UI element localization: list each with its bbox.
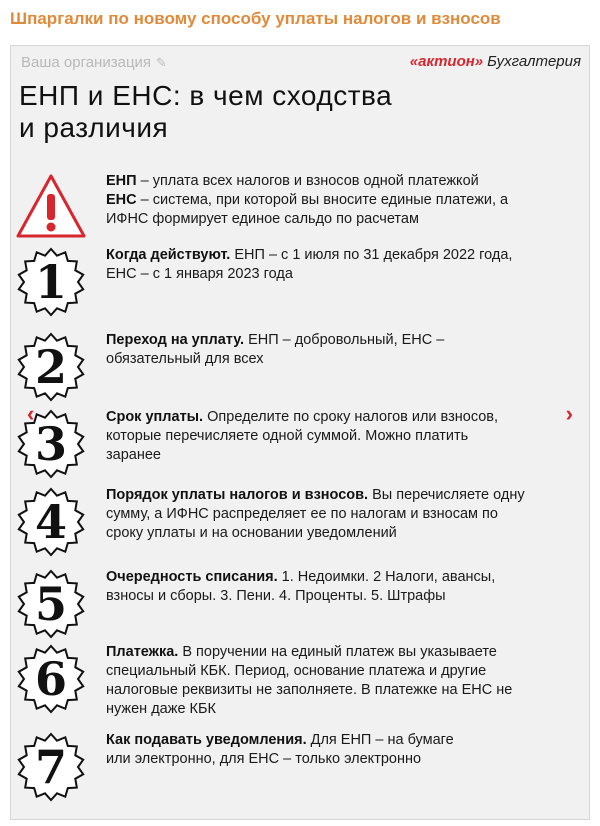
item-line: или электронно, для ЕНС – только электронно bbox=[106, 751, 422, 767]
item-title: Когда действуют. bbox=[106, 247, 231, 263]
item-title: Очередность списания. bbox=[106, 569, 278, 585]
item-line: 1. Недоимки. 2 Налоги, авансы, bbox=[277, 569, 496, 585]
item-line: ЕНП – с 1 июля по 31 декабря 2022 года, bbox=[230, 247, 513, 263]
enp-text: – уплата всех налогов и взносов одной платежкой bbox=[136, 173, 479, 189]
next-arrow-icon[interactable]: › bbox=[565, 401, 573, 426]
item-line: взносы и сборы. 3. Пени. 4. Проценты. 5. Штрафы bbox=[106, 588, 446, 604]
item-number: 7 bbox=[34, 740, 68, 794]
item-number: 4 bbox=[34, 495, 68, 549]
logo-product: Бухгалтерия bbox=[487, 53, 581, 70]
item-text bbox=[106, 486, 584, 543]
item-title: Переход на уплату. bbox=[106, 332, 245, 348]
item-line: ЕНС – с 1 января 2023 года bbox=[106, 266, 293, 282]
ens-term: ЕНС bbox=[106, 192, 137, 208]
number-badge-icon bbox=[15, 331, 87, 403]
item-title: Платежка. bbox=[106, 644, 179, 660]
number-badge-icon bbox=[15, 731, 87, 803]
item-title: Как подавать уведомления. bbox=[106, 732, 307, 748]
item-number: 6 bbox=[34, 652, 68, 706]
item-text bbox=[106, 643, 584, 719]
number-badge-icon bbox=[15, 486, 87, 558]
item-line: сумму, а ИФНС распределяет ее по налогам и взносам по bbox=[106, 506, 498, 522]
item-text bbox=[106, 408, 584, 465]
ens-text-2: ИФНС формирует единое сальдо по расчетам bbox=[106, 211, 419, 227]
item-text bbox=[106, 246, 584, 284]
banner bbox=[0, 0, 600, 44]
item-line: которые перечисляете одной суммой. Можно платить bbox=[106, 428, 469, 444]
ens-text-1: – система, при которой вы вносите единые платежи, а bbox=[136, 192, 509, 208]
item-line: нужен даже КБК bbox=[106, 701, 216, 717]
pencil-icon[interactable]: ✎ bbox=[156, 55, 167, 70]
item-title: Срок уплаты. bbox=[106, 409, 204, 425]
org-field[interactable] bbox=[21, 54, 167, 71]
infographic-card bbox=[10, 45, 590, 820]
item-line: Определите по сроку налогов или взносов, bbox=[203, 409, 499, 425]
item-line: налоговые реквизиты не заполняете. В платежке на ЕНС не bbox=[106, 682, 513, 698]
logo-brand: «актион» bbox=[409, 53, 484, 70]
number-badge-icon bbox=[15, 408, 87, 480]
item-line: сроку уплаты и на основании уведомлений bbox=[106, 525, 397, 541]
item-line: Для ЕНП – на бумаге bbox=[306, 732, 454, 748]
item-line: специальный КБК. Период, основание платежа и другие bbox=[106, 663, 487, 679]
prev-arrow-icon[interactable]: ‹ bbox=[27, 401, 35, 426]
item-line: Вы перечисляете одну bbox=[368, 487, 525, 503]
warning-icon bbox=[15, 172, 87, 244]
number-badge-icon bbox=[15, 246, 87, 318]
banner-title: Шпаргалки по новому способу уплаты налогов и взносов bbox=[10, 9, 501, 28]
enp-term: ЕНП bbox=[106, 173, 137, 189]
item-line: В поручении на единый платеж вы указываете bbox=[178, 644, 497, 660]
item-line: заранее bbox=[106, 447, 161, 463]
item-title: Порядок уплаты налогов и взносов. bbox=[106, 487, 369, 503]
intro-text bbox=[106, 172, 584, 229]
org-placeholder: Ваша организация bbox=[21, 54, 152, 71]
item-number: 2 bbox=[34, 340, 68, 394]
item-text bbox=[106, 731, 584, 769]
item-line: ЕНП – добровольный, ЕНС – bbox=[244, 332, 445, 348]
number-badge-icon bbox=[15, 568, 87, 640]
title-line-2: и различия bbox=[19, 112, 169, 143]
item-line: обязательный для всех bbox=[106, 351, 264, 367]
page-title bbox=[19, 80, 579, 144]
item-text bbox=[106, 568, 584, 606]
item-number: 3 bbox=[34, 417, 68, 471]
logo bbox=[410, 53, 581, 70]
item-number: 5 bbox=[34, 577, 68, 631]
item-number: 1 bbox=[34, 255, 68, 309]
title-line-1: ЕНП и ЕНС: в чем сходства bbox=[19, 80, 393, 111]
item-text bbox=[106, 331, 584, 369]
number-badge-icon bbox=[15, 643, 87, 715]
